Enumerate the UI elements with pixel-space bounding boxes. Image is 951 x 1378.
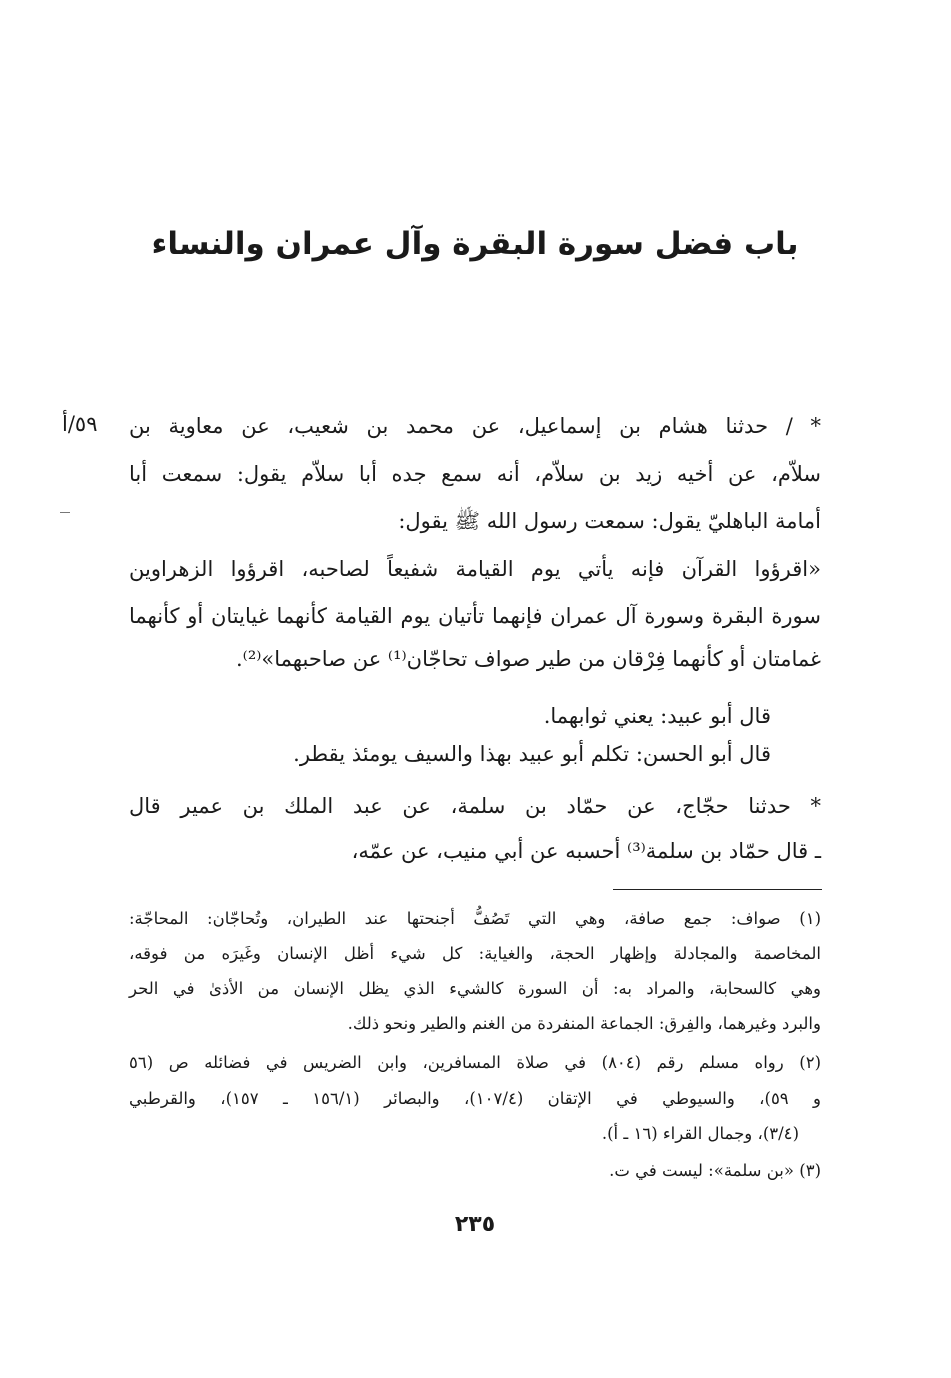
body-line-abu-ubaid: قال أبو عبيد: يعني ثوابهما.	[543, 704, 771, 728]
footnote-2-line-3: (٣/٤)، وجمال القراء (١٦ ـ أ).	[601, 1124, 799, 1143]
margin-mark	[60, 512, 70, 513]
hadith-line-3: غمامتان أو كأنهما فِرْقان من طير صواف تحاجّان⁽¹⁾ عن صاحبهما»⁽²⁾.	[236, 647, 821, 671]
body-line-1: * / حدثنا هشام بن إسماعيل، عن محمد بن شعيب، عن معاوية بن	[129, 414, 821, 438]
body-line-2: سلاّم، عن أخيه زيد بن سلاّم، أنه سمع جده أبا سلاّم يقول: سمعت أبا	[129, 462, 821, 486]
chapter-title: باب فضل سورة البقرة وآل عمران والنساء	[151, 226, 799, 262]
footnote-1-line-3: وهي كالسحابة، والمراد به: أن السورة كالشيء الذي يظل الإنسان من الأذىٰ في الحر	[129, 979, 821, 998]
footnote-2-line-2: و ٥٩)، والسيوطي في الإتقان (١٠٧/٤)، والبصائر (١٥٦/١ ـ ١٥٧)، والقرطبي	[129, 1089, 822, 1108]
hadith-line-1: «اقرؤوا القرآن فإنه يأتي يوم القيامة شفيعاً لصاحبه، اقرؤوا الزهراوين	[129, 557, 821, 581]
margin-folio-reference: ٥٩/أ	[62, 412, 98, 436]
footnote-1-line-2: المخاصمة والمجادلة وإظهار الحجة، والغياية: كل شيء أظل الإنسان وغَيرَه من فوقه،	[129, 944, 821, 963]
body-line-3: أمامة الباهليّ يقول: سمعت رسول الله ﷺ يقول:	[398, 509, 821, 533]
footnote-2-line-1: (٢) رواه مسلم رقم (٨٠٤) في صلاة المسافرين، وابن الضريس في فضائله ص (٥٦	[129, 1053, 822, 1072]
footnote-1-line-4: والبرد وغيرهما، والفِرق: الجماعة المنفردة من الغنم والطير ونحو ذلك.	[347, 1014, 821, 1033]
footnote-separator	[613, 889, 822, 890]
body-line-hajjaj-1: * حدثنا حجّاج، عن حمّاد بن سلمة، عن عبد الملك بن عمير قال	[129, 794, 821, 818]
footnote-1-line-1: (١) صواف: جمع صافة، وهي التي تَصُفُّ أجنحتها عند الطيران، وتُحاجّان: المحاجّة:	[129, 909, 821, 928]
body-line-abu-alhasan: قال أبو الحسن: تكلم أبو عبيد بهذا والسيف يومئذ يقطر.	[293, 742, 771, 766]
body-line-hajjaj-2: ـ قال حمّاد بن سلمة⁽³⁾ أحسبه عن أبي منيب، عن عمّه،	[351, 839, 821, 863]
footnote-3: (٣) «بن سلمة»: ليست في ت.	[609, 1161, 821, 1180]
page-number: ٢٣٥	[454, 1212, 496, 1237]
hadith-line-2: سورة البقرة وسورة آل عمران فإنهما تأتيان يوم القيامة كأنهما غيايتان أو كأنهما	[129, 604, 821, 628]
